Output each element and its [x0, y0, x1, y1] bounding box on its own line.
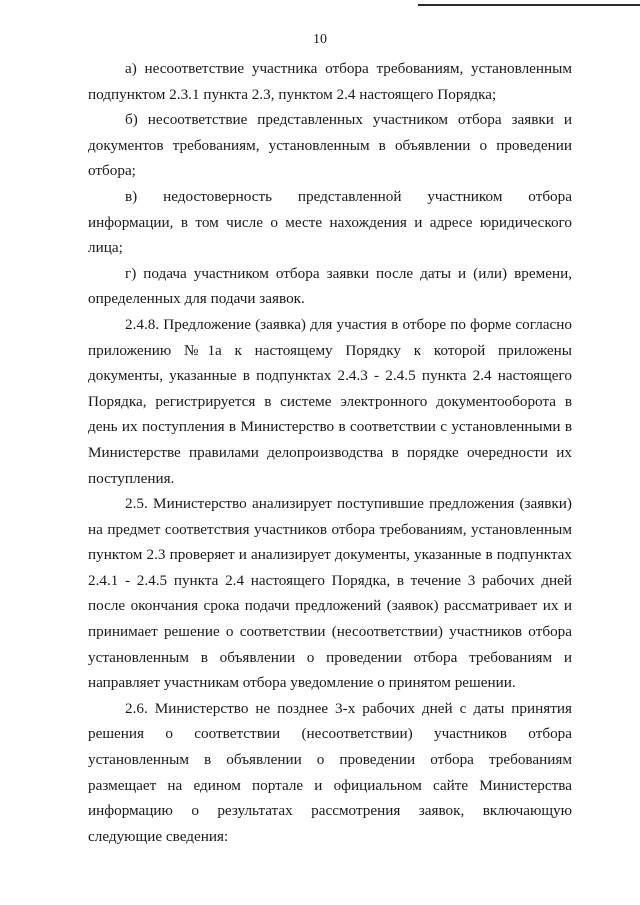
- paragraph-item-b: б) несоответствие представленных участником отбора заявки и документов требованиям, установленным в объявлении о проведении отбора;: [88, 111, 572, 180]
- scan-edge-line: [418, 4, 640, 6]
- page-number: 10: [313, 32, 327, 47]
- paragraph-2-6: 2.6. Министерство не позднее 3-х рабочих дней с даты принятия решения о соответствии (несоответствии) участников отбора установленным в объявлении о проведении отбора требованиям размещает на едином портале и официальном сайте Министерства информацию о результатах рассмотрения заявок, включающую следующие сведения:: [88, 699, 572, 845]
- paragraph-2-4-8: 2.4.8. Предложение (заявка) для участия в отборе по форме согласно приложению №1а к настоящему Порядку к которой приложены документы, указанные в подпунктах 2.4.3 - 2.4.5 пункта 2.4 настоящего Порядка, регистрируется в системе электронного документооборота в день их поступления в Министерство в соответствии с установленными в Министерстве правилами делопроизводства в порядке очередности их поступления.: [88, 315, 572, 487]
- document-body: [88, 56, 572, 849]
- paragraph-item-v: в) недостоверность представленной участником отбора информации, в том числе о месте нахождения и адресе юридического лица;: [88, 187, 572, 257]
- paragraph-2-5: 2.5. Министерство анализирует поступившие предложения (заявки) на предмет соответствия участников отбора требованиям, установленным пунктом 2.3 проверяет и анализирует документы, указанные в подпунктах 2.4.1 - 2.4.5 пункта 2.4 настоящего Порядка, в течение 3 рабочих дней после окончания срока подачи предложений (заявок) рассматривает их и принимает решение о соответствии (несоответствии) участников отбора установленным в объявлении о проведении отбора требованиям и направляет участникам отбора уведомление о принятом решении.: [88, 495, 572, 692]
- paragraph-item-a: а) несоответствие участника отбора требованиям, установленным подпунктом 2.3.1 пункта 2.3, пунктом 2.4 настоящего Порядка;: [88, 60, 572, 103]
- paragraph-item-g: г) подача участником отбора заявки после даты и (или) времени, определенных для подачи заявок.: [88, 264, 572, 308]
